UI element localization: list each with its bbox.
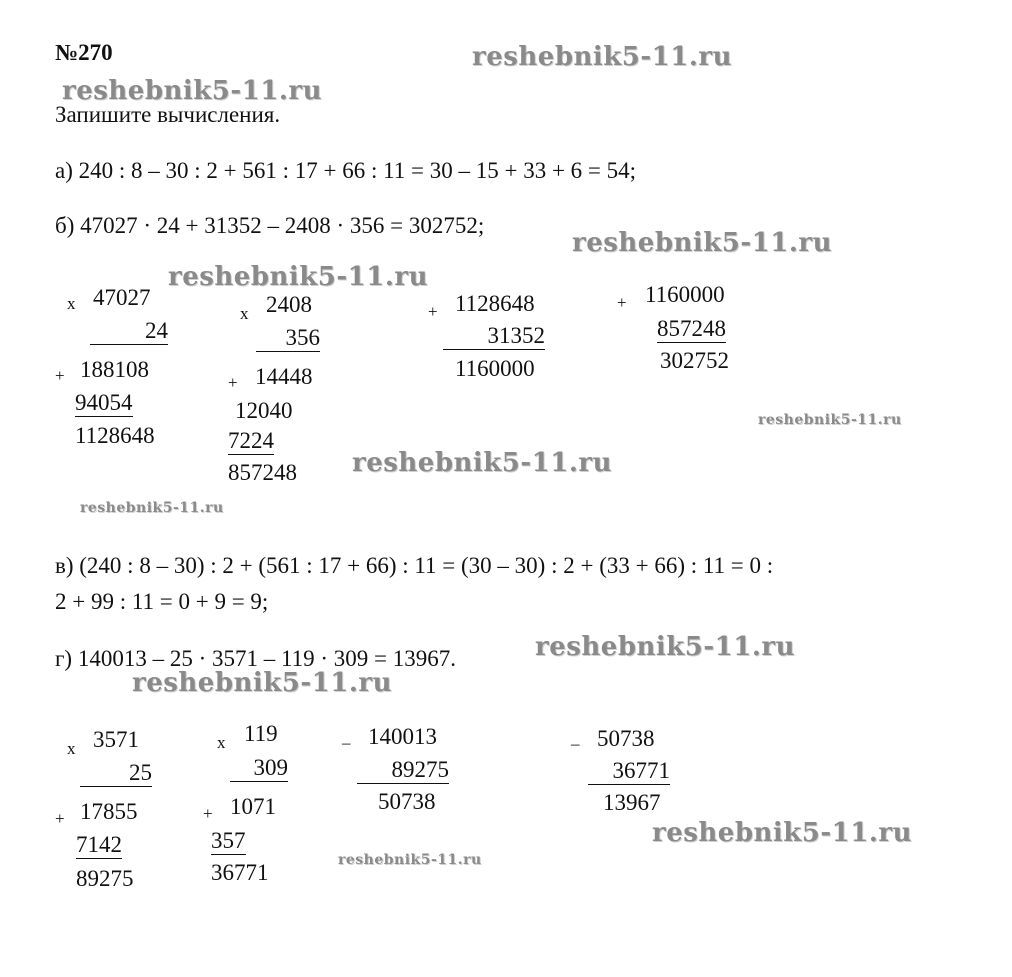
watermark: reshebnik5-11.ru: [62, 76, 323, 106]
plus-sign: +: [55, 809, 65, 828]
multiply-sign: x: [217, 733, 226, 752]
multiplicand: 47027: [93, 285, 151, 310]
product-result: 89275: [76, 866, 134, 891]
partial-product: 1071: [230, 794, 276, 819]
partial-product: 94054: [75, 390, 133, 415]
product-result: 857248: [228, 460, 297, 485]
sum-result: 1160000: [455, 356, 535, 381]
subtrahend: 857248: [657, 316, 726, 341]
difference-result: 50738: [378, 789, 436, 814]
part-a-equation: а) 240 : 8 – 30 : 2 + 561 : 17 + 66 : 11 = 30 – 15 + 33 + 6 = 54;: [55, 158, 637, 183]
watermark: reshebnik5-11.ru: [80, 500, 224, 516]
watermark: reshebnik5-11.ru: [758, 412, 902, 428]
difference-result: 302752: [660, 348, 729, 373]
multiplier: 24: [90, 318, 168, 345]
watermark: reshebnik5-11.ru: [132, 668, 393, 698]
multiplier: 356: [256, 325, 320, 352]
watermark: reshebnik5-11.ru: [168, 262, 429, 292]
partial-product: 7142: [76, 832, 122, 857]
plus-sign: +: [203, 804, 213, 823]
multiplicand: 2408: [266, 292, 312, 317]
minuend: 1160000: [645, 282, 725, 307]
watermark: reshebnik5-11.ru: [535, 632, 796, 662]
partial-product: 17855: [80, 799, 138, 824]
subtrahend: 89275: [357, 757, 449, 784]
addend: 31352: [443, 323, 545, 350]
multiply-sign: x: [67, 294, 76, 313]
partial-product: 12040: [235, 398, 293, 423]
subtrahend: 36771: [588, 758, 670, 785]
product-result: 1128648: [75, 423, 155, 448]
partial-product: 7224: [228, 428, 274, 453]
minus-sign: –: [342, 733, 351, 752]
instruction-text: Запишите вычисления.: [55, 102, 281, 127]
minus-sign: –: [571, 734, 580, 753]
watermark: reshebnik5-11.ru: [352, 448, 613, 478]
product-result: 36771: [211, 860, 269, 885]
plus-sign: +: [428, 302, 438, 321]
part-v-equation-line1: в) (240 : 8 – 30) : 2 + (561 : 17 + 66) : 11 = (30 – 30) : 2 + (33 + 66) : 11 = 0 :: [55, 553, 774, 578]
multiplier: 309: [230, 755, 288, 782]
watermark: reshebnik5-11.ru: [338, 852, 482, 868]
watermark: reshebnik5-11.ru: [572, 228, 833, 258]
plus-sign: +: [55, 366, 65, 385]
problem-number: №270: [55, 40, 113, 65]
multiplicand: 3571: [93, 727, 139, 752]
operation-sign: +: [617, 293, 627, 312]
partial-product: 357: [211, 828, 246, 853]
watermark: reshebnik5-11.ru: [652, 818, 913, 848]
partial-product: 14448: [255, 364, 313, 389]
minuend: 50738: [597, 726, 655, 751]
partial-product: 188108: [80, 357, 149, 382]
part-v-equation-line2: 2 + 99 : 11 = 0 + 9 = 9;: [55, 589, 269, 614]
minuend: 140013: [368, 724, 437, 749]
watermark: reshebnik5-11.ru: [472, 42, 733, 72]
multiply-sign: x: [67, 739, 76, 758]
multiplier: 25: [80, 760, 152, 787]
difference-result: 13967: [603, 790, 661, 815]
multiplicand: 119: [244, 721, 278, 746]
part-b-equation: б) 47027 · 24 + 31352 – 2408 · 356 = 302752;: [55, 213, 485, 238]
addend: 1128648: [455, 291, 535, 316]
part-g-equation: г) 140013 – 25 · 3571 – 119 · 309 = 13967.: [55, 646, 457, 671]
multiply-sign: x: [240, 304, 249, 323]
plus-sign: +: [228, 373, 238, 392]
